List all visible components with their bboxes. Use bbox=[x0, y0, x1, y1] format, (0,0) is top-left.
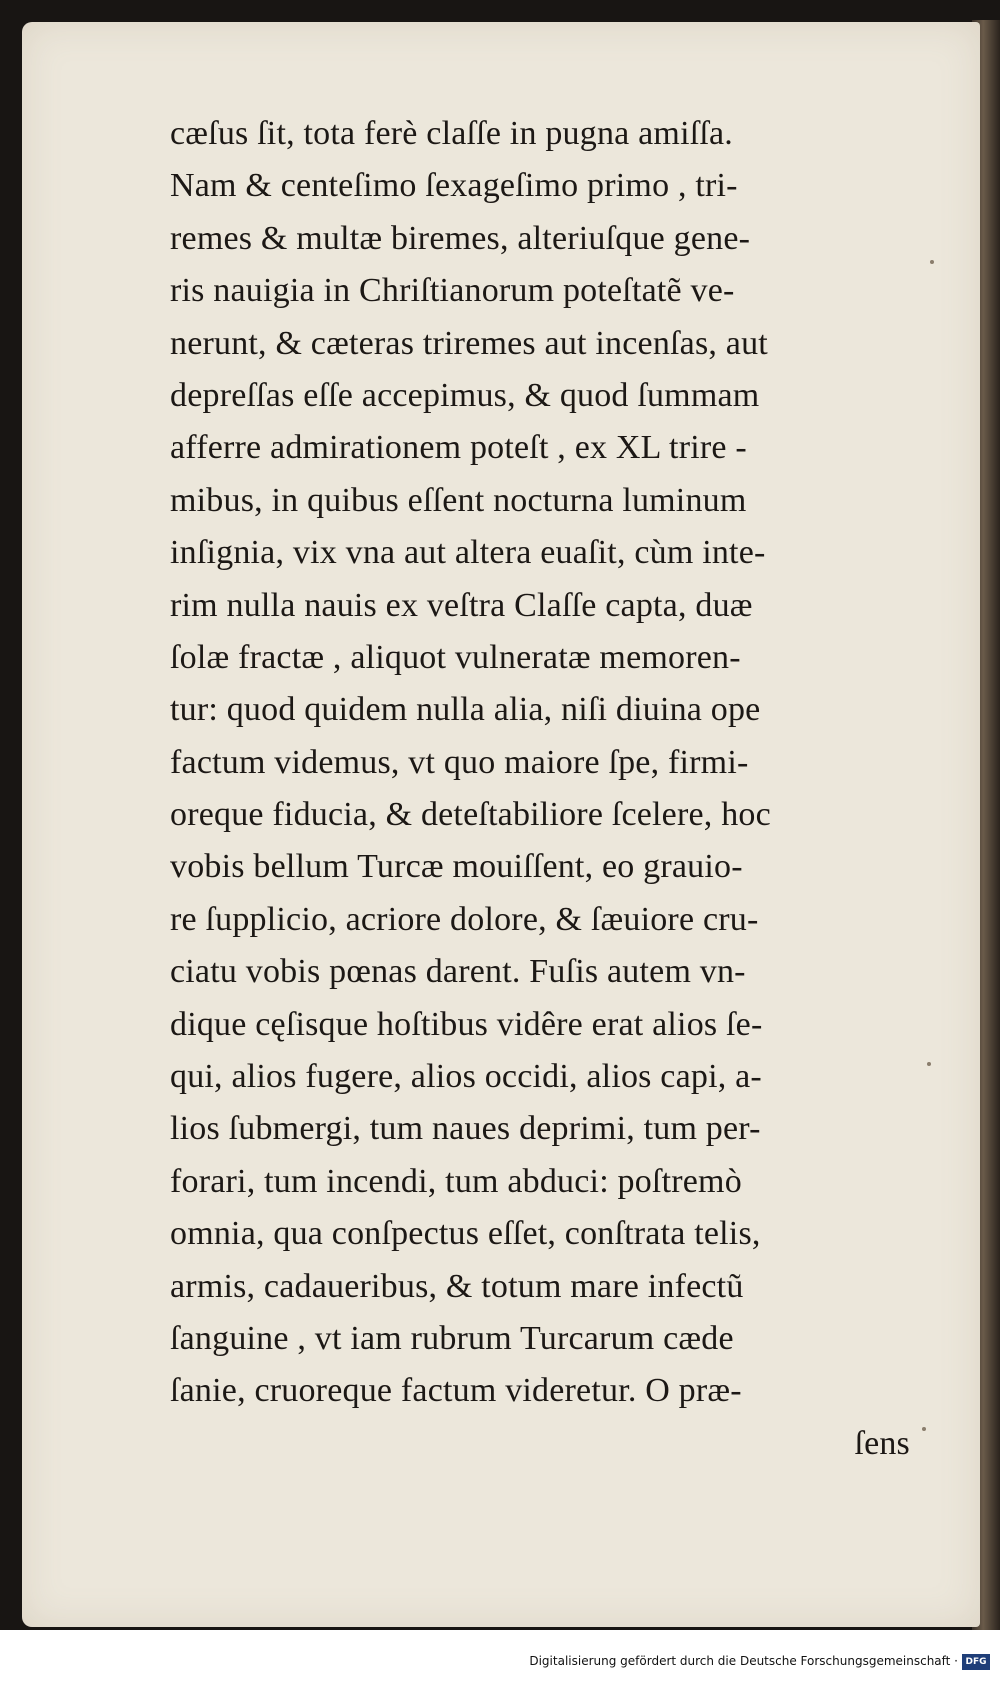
text-line: mibus, in quibus eſſent nocturna luminum bbox=[170, 481, 747, 519]
text-line: remes & multæ biremes, alteriuſque gene- bbox=[170, 219, 751, 257]
footer-credit: Digitalisierung gefördert durch die Deutsche Forschungsgemeinschaft · bbox=[529, 1654, 958, 1668]
text-line: ſanguine , vt iam rubrum Turcarum cæde bbox=[170, 1319, 734, 1357]
text-line: ciatu vobis pœnas darent. Fuſis autem vn- bbox=[170, 953, 746, 991]
text-line: dique cęſisque hoſtibus vidêre erat alios ſe- bbox=[170, 1005, 763, 1043]
catchword: ſens bbox=[854, 1424, 910, 1462]
paper-speck bbox=[927, 1062, 931, 1066]
text-line: cæſus ſit, tota ferè claſſe in pugna amiſſa. bbox=[170, 115, 734, 152]
text-line: ſolæ fractæ , aliquot vulneratæ memoren- bbox=[170, 638, 741, 676]
digitization-footer bbox=[0, 1630, 1000, 1682]
text-line: ſanie, cruoreque factum videretur. O præ- bbox=[170, 1372, 742, 1410]
paper-speck bbox=[922, 1427, 926, 1431]
text-line: oreque fiducia, & deteſtabiliore ſcelere, hoc bbox=[170, 796, 771, 834]
text-line: nerunt, & cæteras triremes aut incenſas, aut bbox=[170, 324, 768, 362]
text-line: omnia, qua conſpectus eſſet, conſtrata telis, bbox=[170, 1215, 761, 1253]
text-line: tur: quod quidem nulla alia, niſi diuina ope bbox=[170, 691, 761, 729]
text-line: factum videmus, vt quo maiore ſpe, firmi- bbox=[170, 743, 749, 781]
body-text bbox=[170, 108, 910, 1470]
dfg-logo: DFG bbox=[962, 1654, 990, 1670]
text-line: re ſupplicio, acriore dolore, & ſæuiore cru- bbox=[170, 900, 759, 938]
text-line: lios ſubmergi, tum naues deprimi, tum per- bbox=[170, 1110, 761, 1148]
text-line: forari, tum incendi, tum abduci: poſtremò bbox=[170, 1162, 742, 1200]
text-line: armis, cadaueribus, & totum mare infectũ bbox=[170, 1267, 744, 1305]
text-line: afferre admirationem poteſt , ex XL trire - bbox=[170, 429, 747, 467]
text-line: qui, alios fugere, alios occidi, alios capi, a- bbox=[170, 1058, 762, 1096]
text-line: inſignia, vix vna aut altera euaſit, cùm inte- bbox=[170, 534, 766, 572]
text-line: ris nauigia in Chriſtianorum poteſtatẽ ve- bbox=[170, 272, 735, 310]
text-line: vobis bellum Turcæ mouiſſent, eo grauio- bbox=[170, 848, 743, 886]
text-line: Nam & centeſimo ſexageſimo primo , tri- bbox=[170, 167, 738, 205]
paper-speck bbox=[930, 260, 934, 264]
text-line: depreſſas eſſe accepimus, & quod ſummam bbox=[170, 376, 760, 414]
text-line: rim nulla nauis ex veſtra Claſſe capta, duæ bbox=[170, 586, 753, 624]
